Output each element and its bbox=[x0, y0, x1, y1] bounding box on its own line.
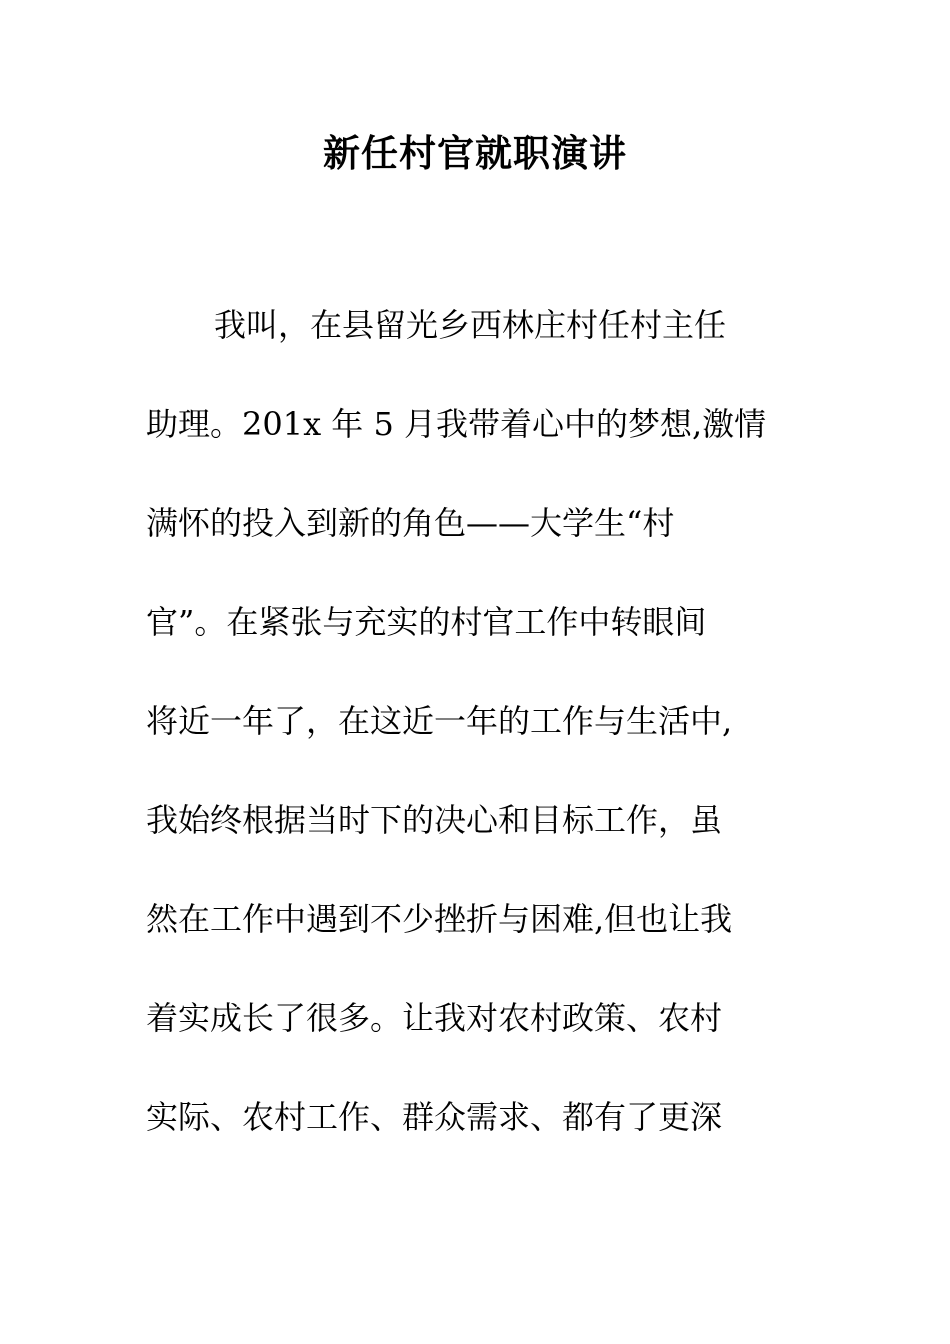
body-line: 然在工作中遇到不少挫折与困难,但也让我 bbox=[146, 900, 733, 938]
body-line: 满怀的投入到新的角色——大学生“村 bbox=[146, 504, 675, 542]
body-line: 着实成长了很多。让我对农村政策、农村 bbox=[146, 999, 723, 1037]
body-line: 助理。201x 年 5 月我带着心中的梦想,激情 bbox=[146, 405, 767, 443]
body-line: 实际、农村工作、群众需求、都有了更深 bbox=[146, 1098, 723, 1136]
document-body bbox=[146, 300, 806, 1191]
body-line: 我始终根据当时下的决心和目标工作，虽 bbox=[146, 801, 723, 839]
body-line: 将近一年了，在这近一年的工作与生活中, bbox=[146, 702, 733, 740]
document-title: 新任村官就职演讲 bbox=[323, 132, 627, 175]
body-line: 我叫，在县留光乡西林庄村任村主任 bbox=[214, 306, 727, 344]
body-line: 官”。在紧张与充实的村官工作中转眼间 bbox=[146, 603, 707, 641]
